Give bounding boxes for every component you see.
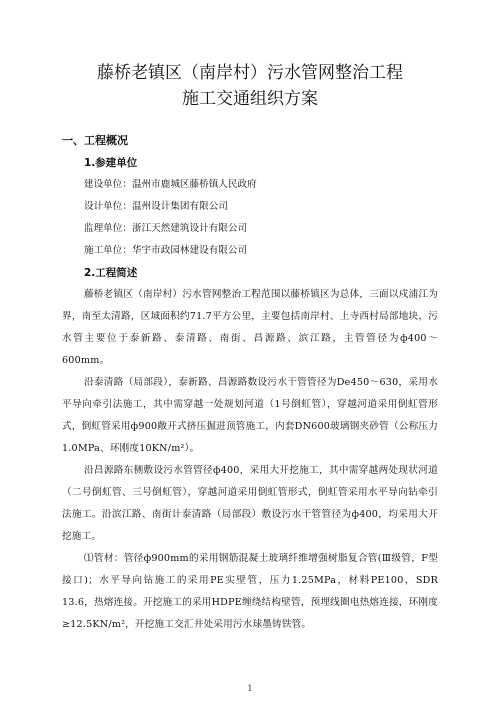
unit-contractor: 施工单位：华宇市政园林建设有限公司 [84,245,248,256]
doc-body [62,130,438,636]
section-heading-overview: 一、工程概况 [62,134,128,147]
unit-supervisor: 监理单位：浙江天然建筑设计有限公司 [84,223,248,234]
paragraph-pipe-materials: ⑴管材：管径ф900mm的采用钢筋混凝土玻璃纤维增强树脂复合管(Ⅲ级管，F型接口)；水平导向钻施工的采用PE实壁管，压力1.25MPa，材料PE100，SDR 13.6，热熔连接。开挖施工的采用HDPE缠绕结构壁管，预埋线圈电热熔连接，环刚度≥12.5KN/m²，开挖施工交汇井处采用污水球墨铸铁管。 [62,553,438,630]
paragraph-changyuan-road: 沿昌源路东侧敷设污水管管径ф400，采用大开挖施工，其中需穿越两处现状河道（二号倒虹管、三号倒虹管），穿越河道采用倒虹管形式，倒虹管采用水平导向钻牵引法施工。沿滨江路、南街计泰清路（局部段）敷设污水干管管径为ф400，均采用大开挖施工。 [62,465,438,542]
unit-construction-owner: 建设单位：温州市鹿城区藤桥镇人民政府 [84,179,257,190]
unit-designer: 设计单位：温州设计集团有限公司 [84,201,228,212]
paragraph-taiqing-road: 沿泰清路（局部段），泰新路、昌源路数设污水干管管径为De450～630，采用水平导向牵引法施工，其中需穿越一处规划河道（1号倒虹管），穿越河道采用倒虹管形式，倒虹管采用ф900敞开式挤压掘进顶管施工，内套DN600玻璃钢夹砂管（公称压力1.0MPa、环刚度10KN/m²）。 [62,377,438,454]
doc-title-line1: 藤桥老镇区（南岸村）污水管网整治工程 [97,63,403,83]
paragraph-scope: 藤桥老镇区（南岸村）污水管网整治工程范围以藤桥镇区为总体，三面以戍浦江为界，南至太清路，区域面积约71.7平方公里，主要包括南岸村、上寺西村局部地块，污水管主要位于泰新路、泰清路、南街、昌源路、滨江路，主管管径为ф400～600mm。 [62,289,438,366]
subheading-summary: 2.工程简述 [84,267,138,279]
page-number: 1 [247,684,253,693]
subheading-participants: 1.参建单位 [84,157,138,169]
doc-title-line2: 施工交通组织方案 [182,89,318,109]
